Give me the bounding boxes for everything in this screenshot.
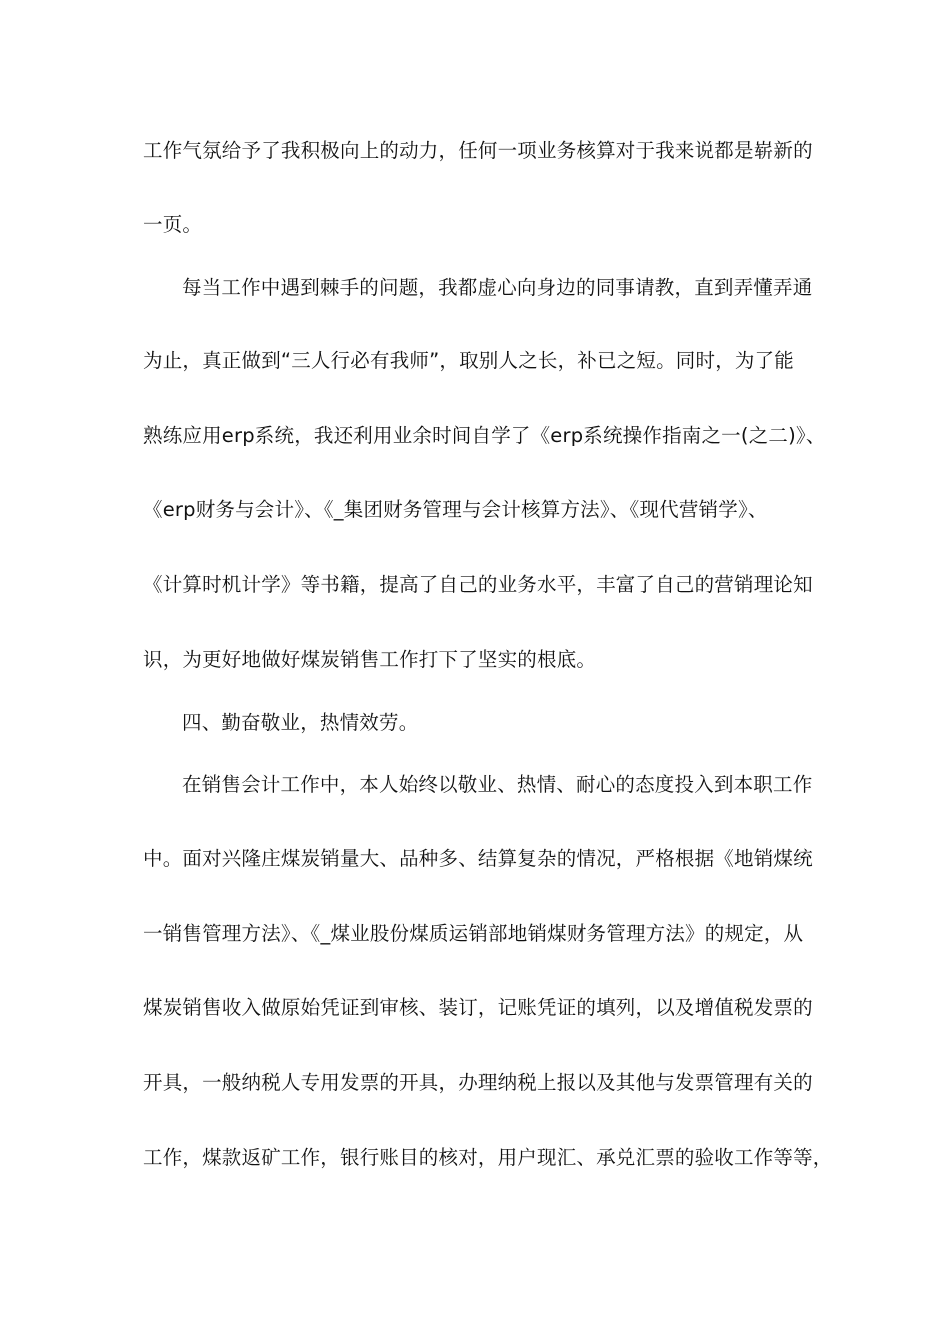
text-line: 《计算时机计学》等书籍，提高了自己的业务水平，丰富了自己的营销理论知 [143, 573, 813, 596]
text-line: 《erp财务与会计》、《_集团财务管理与会计核算方法》、《现代营销学》、 [143, 498, 768, 521]
section-heading: 四、勤奋敬业，热情效劳。 [182, 711, 419, 734]
text-line: 一页。 [143, 213, 203, 236]
text-line: 熟练应用erp系统，我还利用业余时间自学了《erp系统操作指南之一(之二)》、 [143, 424, 826, 447]
text-line: 开具，一般纳税人专用发票的开具，办理纳税上报以及其他与发票管理有关的 [143, 1071, 813, 1094]
text-line: 识，为更好地做好煤炭销售工作打下了坚实的根底。 [143, 648, 597, 671]
text-line: 煤炭销售收入做原始凭证到审核、装订，记账凭证的填列，以及增值税发票的 [143, 996, 813, 1019]
text-line: 中。面对兴隆庄煤炭销量大、品种多、结算复杂的情况，严格根据《地销煤统 [143, 847, 813, 870]
text-line: 为止，真正做到“三人行必有我师”，取别人之长，补已之短。同时，为了能 [143, 349, 795, 372]
text-line: 工作气氛给予了我积极向上的动力，任何一项业务核算对于我来说都是崭新的 [143, 139, 813, 162]
text-line: 工作，煤款返矿工作，银行账目的核对，用户现汇、承兑汇票的验收工作等等， [143, 1146, 833, 1169]
paragraph-line: 每当工作中遇到棘手的问题，我都虚心向身边的同事请教，直到弄懂弄通 [182, 276, 813, 299]
text-line: 一销售管理方法》、《_煤业股份煤质运销部地销煤财务管理方法》的规定，从 [143, 922, 804, 945]
paragraph-line: 在销售会计工作中，本人始终以敬业、热情、耐心的态度投入到本职工作 [182, 773, 813, 796]
